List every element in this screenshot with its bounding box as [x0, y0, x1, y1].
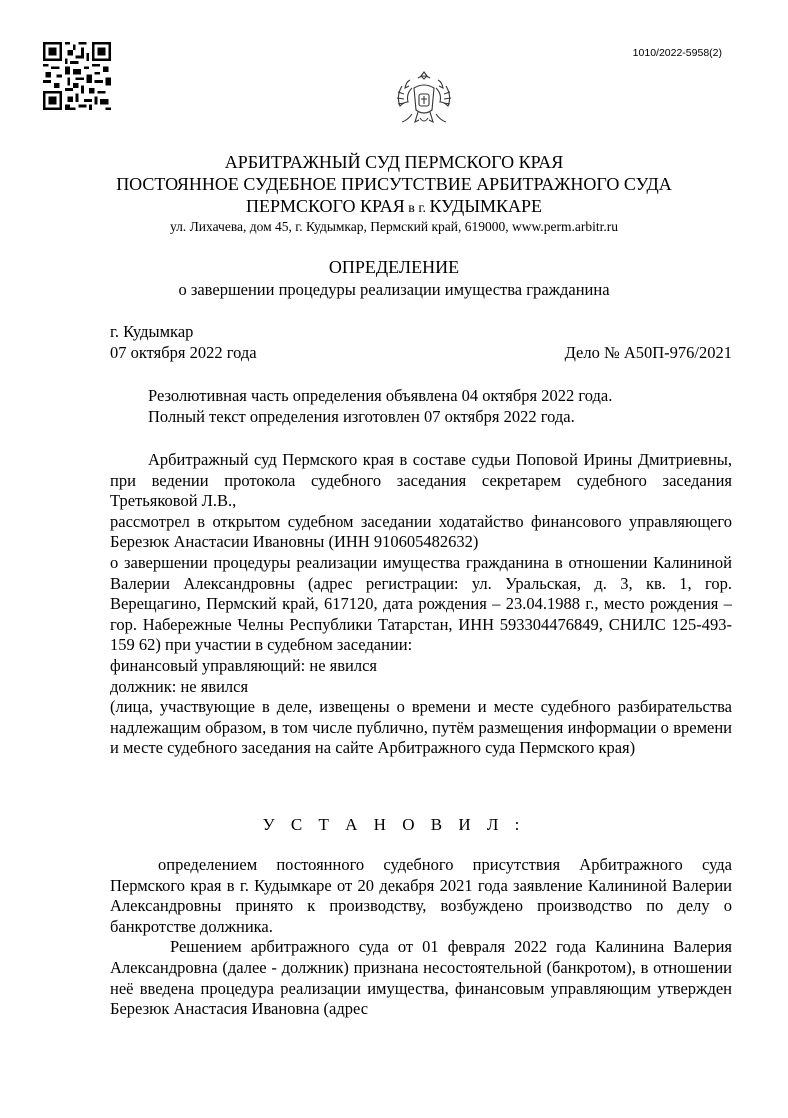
- place: г. Кудымкар: [110, 322, 194, 341]
- court-name: АРБИТРАЖНЫЙ СУД ПЕРМСКОГО КРАЯ: [224, 152, 564, 172]
- decision-date: 07 октября 2022 года: [110, 343, 257, 362]
- established-heading: У С Т А Н О В И Л :: [262, 815, 526, 834]
- paragraph-subject: о завершении процедуры реализации имущества гражданина в отношении Калининой Валерии Александровны (адрес регистрации: ул. Уральская, д. 3, кв. 1, гор. Верещагино, Пермский край, 617120, дата рождения – 23.04.1988 г., место рождения – гор. Набережные Челны Республики Татарстан, ИНН 593304476849, СНИЛС 125-493-159 62) при участии в судебном заседании:: [110, 552, 732, 655]
- established-text: [110, 855, 732, 1020]
- case-reference: Дело № А50П-976/2021: [564, 343, 732, 362]
- document-subtitle: о завершении процедуры реализации имущества гражданина: [178, 280, 610, 299]
- paragraph-manager-attendance: финансовый управляющий: не явился: [110, 655, 377, 675]
- court-location-prep: в г.: [404, 201, 430, 216]
- court-location: [0, 195, 788, 220]
- paragraph-debtor-attendance: должник: не явился: [110, 676, 249, 696]
- court-address: ул. Лихачева, дом 45, г. Кудымкар, Пермский край, 619000, www.perm.arbitr.ru: [170, 219, 618, 234]
- court-location-region: ПЕРМСКОГО КРАЯ: [245, 196, 405, 216]
- court-presence-name: ПОСТОЯННОЕ СУДЕБНОЕ ПРИСУТСТВИЕ АРБИТРАЖНОГО СУДА: [116, 174, 672, 194]
- resolution-note: Резолютивная часть определения объявлена 04 октября 2022 года.: [148, 386, 613, 405]
- document-id: 1010/2022-5958(2): [632, 47, 722, 59]
- coat-of-arms-icon: [392, 68, 456, 130]
- court-location-city: КУДЫМКАРЕ: [429, 196, 543, 216]
- document-title: ОПРЕДЕЛЕНИЕ: [328, 257, 460, 277]
- paragraph-admission: определением постоянного судебного присутствия Арбитражного суда Пермского края в г. Кудымкаре от 20 декабря 2021 года заявление Калининой Валерии Александровны принято к производству, возбуждено производство по делу о банкротстве должника.: [110, 855, 732, 936]
- paragraph-motion: рассмотрел в открытом судебном заседании ходатайство финансового управляющего Березюк Анастасии Ивановны (ИНН 910605482632): [110, 511, 732, 552]
- fulltext-note: Полный текст определения изготовлен 07 октября 2022 года.: [148, 407, 575, 426]
- qr-code: [43, 42, 111, 110]
- paragraph-decision: Решением арбитражного суда от 01 февраля 2022 года Калинина Валерия Александровна (далее - должник) признана несостоятельной (банкротом), в отношении неё введена процедура реализации имущества, финансовым управляющим утвержден Березюк Анастасия Ивановна (адрес: [110, 937, 732, 1019]
- body-text: [110, 450, 732, 759]
- paragraph-composition: Арбитражный суд Пермского края в составе судьи Поповой Ирины Дмитриевны, при ведении протокола судебного заседания секретарем судебного заседания Третьяковой Л.В.,: [110, 450, 732, 511]
- paragraph-notice: (лица, участвующие в деле, извещены о времени и месте судебного разбирательства надлежащим образом, в том числе публично, путём размещения информации о времени и месте судебного заседания на сайте Арбитражного суда Пермского края): [110, 697, 732, 758]
